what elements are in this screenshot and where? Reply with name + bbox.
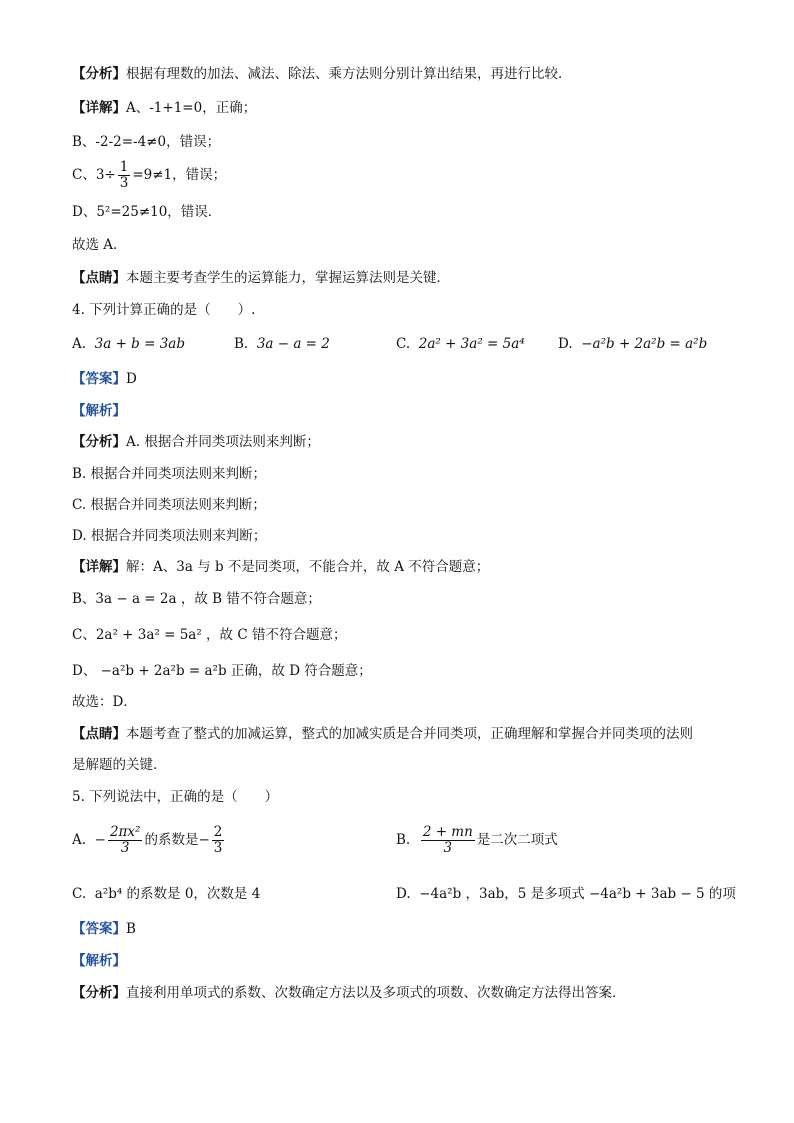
- detail-4-line-a: [72, 557, 489, 577]
- answer-5-tag: 【答案】: [72, 921, 126, 937]
- q4-option-a-formula: 3a + b = 3ab: [94, 336, 185, 352]
- q4-option-c-label: C.: [396, 336, 411, 352]
- analysis-5-text: 直接利用单项式的系数、次数确定方法以及多项式的项数、次数确定方法得出答案．: [126, 985, 626, 1001]
- choice-4-line: 故选：D．: [72, 694, 137, 710]
- analysis-4-line-c: C. 根据合并同类项法则来判断；: [72, 497, 266, 513]
- comment-4-line-2: 是解题的关键．: [72, 757, 167, 773]
- question-5-stem: 5. 下列说法中，正确的是（ ）: [72, 789, 279, 805]
- answer-4-value: D: [126, 371, 137, 387]
- q5-a-fraction-2: [212, 825, 225, 856]
- detail-4-line-d: D、 −a²b + 2a²b = a²b 正确，故 D 符合题意；: [72, 663, 372, 679]
- detail-4-tag: 【详解】: [72, 559, 126, 575]
- comment-tag: 【点睛】: [72, 270, 126, 286]
- analysis-4-line-d: D. 根据合并同类项法则来判断；: [72, 528, 267, 544]
- detail-4-line-c: C、2a² + 3a² = 5a² ，故 C 错不符合题意；: [72, 627, 347, 643]
- comment-text: 本题主要考查学生的运算能力，掌握运算法则是关键．: [126, 270, 450, 286]
- q4-option-d-formula: −a²b + 2a²b = a²b: [581, 336, 708, 352]
- fraction-one-third: [118, 160, 131, 191]
- q5-option-a: A. − $\frac{\text{2πx²}}{3}$ 的系数是− $\frac{2}{3}$: [72, 824, 223, 856]
- q4-option-b-label: B.: [234, 336, 249, 352]
- q5-a-denominator-2: 3: [213, 840, 223, 856]
- q5-b-denominator: 3: [443, 840, 453, 856]
- solution-5-tag: 【解析】: [72, 953, 126, 969]
- q4-option-d-label: D.: [558, 336, 573, 352]
- q5-option-b: [396, 825, 558, 856]
- q5-a-text: 的系数是: [144, 832, 199, 848]
- analysis-5-line: [72, 983, 626, 1003]
- analysis-4-text-a: A. 根据合并同类项法则来判断；: [126, 434, 320, 450]
- q4-option-b: [234, 334, 330, 354]
- choice-line: 故选 A．: [72, 237, 127, 253]
- q5-option-d-text: −4a²b ，3ab，5 是多项式 −4a²b + 3ab − 5 的项: [419, 886, 736, 902]
- q5-option-c-label: C.: [72, 886, 87, 902]
- q4-option-b-formula: 3a − a = 2: [256, 336, 330, 352]
- q4-option-a-label: A.: [72, 336, 87, 352]
- detail-c-suffix: =9≠1，错误；: [132, 167, 227, 183]
- q5-a-numerator: 2πx²: [109, 824, 141, 840]
- q4-option-c: [396, 334, 525, 354]
- q4-option-a: [72, 334, 185, 354]
- answer-tag: 【答案】: [72, 371, 126, 387]
- analysis-text: 根据有理数的加法、减法、除法、乘方法则分别计算出结果，再进行比较．: [126, 66, 572, 82]
- detail-c-prefix: C、3÷: [72, 167, 116, 183]
- q5-a-fraction: [108, 825, 143, 856]
- analysis-line: [72, 64, 572, 84]
- analysis-4-line-b: B. 根据合并同类项法则来判断；: [72, 466, 267, 482]
- q5-b-numerator: 2 + mn: [422, 824, 473, 840]
- comment-4-line-1: [72, 724, 693, 744]
- q4-option-c-formula: 2a² + 3a² = 5a⁴: [418, 336, 525, 352]
- detail-text-a: A、-1+1=0，正确；: [126, 100, 257, 116]
- comment-4-text-1: 本题考查了整式的加减运算，整式的加减实质是合并同类项，正确理解和掌握合并同类项的法则: [126, 726, 693, 742]
- q5-option-c-text: a²b⁴ 的系数是 0，次数是 4: [94, 886, 261, 902]
- answer-5-value: B: [126, 921, 136, 937]
- q5-option-d: [396, 884, 736, 904]
- detail-line-d: D、5²=25≠10，错误．: [72, 204, 222, 220]
- fraction-numerator: 1: [119, 159, 129, 175]
- answer-4-line: [72, 369, 137, 389]
- detail-line-c: [72, 160, 226, 191]
- q5-a-numerator-2: 2: [213, 824, 223, 840]
- question-4-stem: 4. 下列计算正确的是（ ）.: [72, 302, 256, 318]
- q5-option-c: [72, 884, 260, 904]
- detail-tag: 【详解】: [72, 100, 126, 116]
- analysis-5-tag: 【分析】: [72, 985, 126, 1001]
- detail-4-line-b: B、3a − a = 2a ，故 B 错不符合题意；: [72, 591, 321, 607]
- q4-option-d: [558, 334, 707, 354]
- q5-option-b-label: B.: [396, 832, 411, 848]
- answer-5-line: [72, 919, 136, 939]
- analysis-4-line-a: [72, 432, 320, 452]
- detail-4-text-a: 解：A、3a 与 b 不是同类项，不能合并，故 A 不符合题意；: [126, 559, 490, 575]
- q5-b-text: 是二次二项式: [476, 832, 558, 848]
- comment-4-tag: 【点睛】: [72, 726, 126, 742]
- q5-option-a-label: A.: [72, 832, 87, 848]
- comment-line: [72, 268, 450, 288]
- analysis-tag: 【分析】: [72, 66, 126, 82]
- q5-option-d-label: D.: [396, 886, 411, 902]
- solution-4-tag: 【解析】: [72, 403, 126, 419]
- detail-line-a: [72, 98, 256, 118]
- q5-a-denominator: 3: [120, 840, 130, 856]
- analysis-4-tag: 【分析】: [72, 434, 126, 450]
- q5-b-fraction: [421, 825, 475, 856]
- detail-line-b: B、-2-2=-4≠0，错误；: [72, 134, 221, 150]
- fraction-denominator: 3: [119, 175, 129, 191]
